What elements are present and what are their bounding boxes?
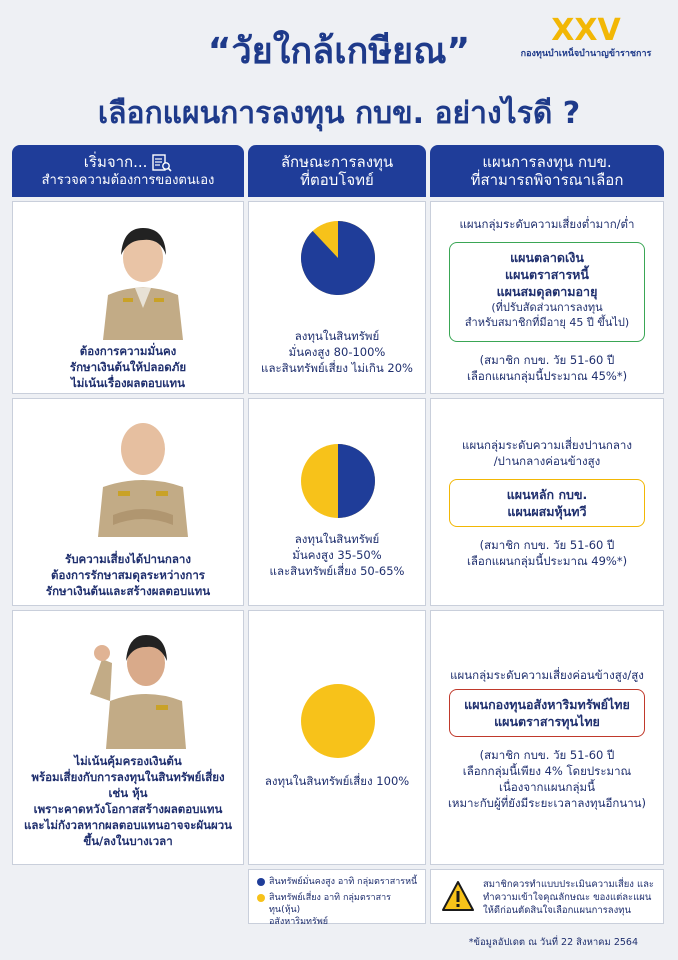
person-photo-woman-fist	[88, 619, 198, 749]
logo-caption: กองทุนบำเหน็จบำนาญข้าราชการ	[520, 49, 652, 59]
header-plans: แผนการลงทุน กบข. ที่สามารถพิจารณาเลือก	[430, 145, 664, 197]
row1-allocation-pie	[300, 220, 376, 296]
plan-thai-equity: แผนตราสารทุนไทย	[494, 714, 600, 729]
plan-main-gpf: แผนหลัก กบข.	[506, 487, 588, 502]
update-footnote: *ข้อมูลอัปเดต ณ วันที่ 22 สิงหาคม 2564	[468, 937, 638, 948]
warning-box: สมาชิกควรทำแบบประเมินความเสี่ยง และ ทำความเข้าใจคุณลักษณะ ของแต่ละแผน ให้ดีก่อนตัดสินใจเลือกแผนการลงทุน	[430, 869, 664, 924]
row3-allocation-pie	[300, 683, 376, 759]
row2-plan-cell: แผนกลุ่มระดับความเสี่ยงปานกลาง /ปานกลางค่อนข้างสูง แผนหลัก กบข. แผนผสมหุ้นทวี (สมาชิก กบข. วัย 51-60 ปี เลือกแผนกลุ่มนี้ประมาณ 49%*)	[430, 398, 664, 606]
pie-slice-secure	[338, 444, 375, 518]
page-title: “วัยใกล้เกษียณ”	[207, 31, 471, 72]
plan-life-path: แผนสมดุลตามอายุ	[496, 284, 598, 299]
row3-plan-box	[449, 689, 645, 737]
header-investment-style: ลักษณะการลงทุน ที่ตอบโจทย์	[248, 145, 426, 197]
pie-slice-risky	[301, 684, 375, 758]
legend-risky: สินทรัพย์เสี่ยง อาทิ กลุ่มตราสารทุน(หุ้น) อสังหาริมทรัพย์	[257, 892, 419, 928]
plan-fixed-income: แผนตราสารหนี้	[505, 267, 589, 282]
checklist-search-icon	[152, 153, 172, 171]
person-photo-woman	[88, 210, 198, 340]
header-need: เริ่มจาก... สำรวจความต้องการของตนเอง	[12, 145, 244, 197]
warning-icon	[441, 880, 475, 912]
svg-text:XXV: XXV	[551, 14, 621, 44]
plan-thai-property: แผนกองทุนอสังหาริมทรัพย์ไทย	[464, 697, 630, 712]
plan-equity-plus: แผนผสมหุ้นทวี	[507, 504, 587, 519]
row2-plan-box	[449, 479, 645, 527]
person-photo-man	[88, 407, 198, 537]
row2-style-cell: ลงทุนในสินทรัพย์ มั่นคงสูง 35-50% และสินทรัพย์เสี่ยง 50-65%	[248, 398, 426, 606]
row3-plan-cell: แผนกลุ่มระดับความเสี่ยงค่อนข้างสูง/สูง แผนกองทุนอสังหาริมทรัพย์ไทย แผนตราสารทุนไทย (สมาชิก กบข. วัย 51-60 ปี เลือกกลุ่มนี้เพียง 4% โดยประมาณ เนื่องจากแผนกลุ่มนี้ เหมาะกับผู้ที่ยังมีระยะเวลาลงทุนอีกนาน)	[430, 610, 664, 865]
row1-plan-box: แผนตลาดเงิน แผนตราสารหนี้ แผนสมดุลตามอายุ (ที่ปรับสัดส่วนการลงทุน สำหรับสมาชิกที่มีอายุ 45 ปี ขึ้นไป)	[449, 242, 645, 342]
legend-secure: สินทรัพย์มั่นคงสูง อาทิ กลุ่มตราสารหนี้	[257, 876, 419, 888]
pie-legend	[248, 869, 426, 927]
row2-need-cell: รับความเสี่ยงได้ปานกลาง ต้องการรักษาสมดุลระหว่างการ รักษาเงินต้นและสร้างผลตอบแทน	[12, 398, 244, 606]
plan-money-market: แผนตลาดเงิน	[510, 250, 584, 265]
row1-need-cell: ต้องการความมั่นคง รักษาเงินต้นให้ปลอดภัย ไม่เน้นเรื่องผลตอบแทน	[12, 201, 244, 394]
row1-style-cell: ลงทุนในสินทรัพย์ มั่นคงสูง 80-100% และสินทรัพย์เสี่ยง ไม่เกิน 20%	[248, 201, 426, 394]
pie-slice-secure	[301, 221, 375, 295]
row3-need-cell: ไม่เน้นคุ้มครองเงินต้น พร้อมเสี่ยงกับการลงทุนในสินทรัพย์เสี่ยง เช่น หุ้น เพราะคาดหวังโอกาสสร้างผลตอบแทน และไม่กังวลหากผลตอบแทนอาจจะผันผวน ขึ้น/ลงในบางเวลา	[12, 610, 244, 865]
row3-style-cell: ลงทุนในสินทรัพย์เสี่ยง 100%	[248, 610, 426, 865]
row2-allocation-pie	[300, 443, 376, 519]
row1-plan-cell: แผนกลุ่มระดับความเสี่ยงต่ำมาก/ต่ำ แผนตลาดเงิน แผนตราสารหนี้ แผนสมดุลตามอายุ (ที่ปรับสัดส่วนการลงทุน สำหรับสมาชิกที่มีอายุ 45 ปี ขึ้นไป) (สมาชิก กบข. วัย 51-60 ปี เลือกแผนกลุ่มนี้ประมาณ 45%*)	[430, 201, 664, 394]
page-subtitle: เลือกแผนการลงทุน กบข. อย่างไรดี ?	[97, 96, 581, 131]
